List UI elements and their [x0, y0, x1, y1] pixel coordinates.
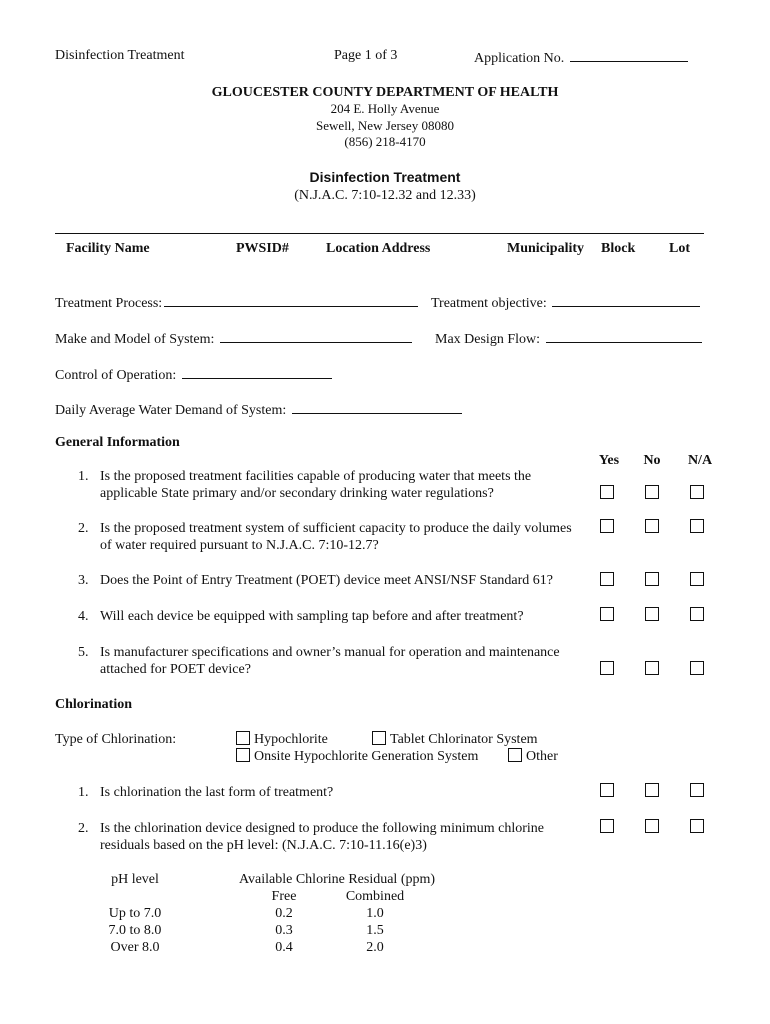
general-q4-no-checkbox[interactable]	[645, 607, 659, 621]
form-citation: (N.J.A.C. 7:10-12.32 and 12.33)	[294, 188, 476, 203]
general-q2-number: 2.	[78, 521, 89, 536]
daily-demand-label: Daily Average Water Demand of System:	[55, 403, 287, 418]
hypochlorite-label: Hypochlorite	[254, 732, 328, 747]
daily-demand-field[interactable]	[292, 399, 462, 414]
chlorination-q2-number: 2.	[78, 821, 89, 836]
onsite-generation-checkbox[interactable]	[236, 748, 250, 762]
ph-row-1: Up to 7.0	[108, 906, 162, 921]
general-q2-line1: Is the proposed treatment system of sufficient capacity to produce the daily volumes	[100, 521, 572, 536]
combined-row-2: 1.5	[366, 923, 384, 938]
combined-header: Combined	[345, 889, 405, 904]
max-design-flow-field[interactable]	[546, 328, 702, 343]
general-q1-no-checkbox[interactable]	[645, 485, 659, 499]
chlorination-type-label: Type of Chlorination:	[55, 732, 177, 747]
no-header: No	[643, 453, 661, 468]
general-q5-line1: Is manufacturer specifications and owner’s manual for operation and maintenance	[100, 645, 560, 660]
free-row-2: 0.3	[275, 923, 293, 938]
tablet-chlorinator-checkbox[interactable]	[372, 731, 386, 745]
make-model-row	[55, 328, 412, 348]
chlorination-q1-na-checkbox[interactable]	[690, 783, 704, 797]
free-row-1: 0.2	[275, 906, 293, 921]
header-left: Disinfection Treatment	[55, 48, 185, 63]
general-q1-yes-checkbox[interactable]	[600, 485, 614, 499]
general-q3-na-checkbox[interactable]	[690, 572, 704, 586]
free-header: Free	[271, 889, 297, 904]
treatment-process-row	[55, 292, 418, 312]
treatment-process-field[interactable]	[164, 292, 418, 307]
agency-phone: (856) 218-4170	[344, 134, 426, 149]
chlorination-q1-number: 1.	[78, 785, 89, 800]
general-q1-line1: Is the proposed treatment facilities capable of producing water that meets the	[100, 469, 532, 484]
general-q3-no-checkbox[interactable]	[645, 572, 659, 586]
lot-header: Lot	[669, 241, 690, 256]
municipality-header: Municipality	[507, 241, 585, 256]
combined-row-3: 2.0	[366, 940, 384, 955]
general-q1-line2: applicable State primary and/or secondary drinking water regulations?	[100, 486, 494, 501]
application-number	[474, 47, 688, 67]
onsite-generation-label: Onsite Hypochlorite Generation System	[254, 749, 479, 764]
ph-row-2: 7.0 to 8.0	[108, 923, 162, 938]
max-design-flow-row	[435, 328, 702, 348]
general-q4-number: 4.	[78, 609, 89, 624]
treatment-objective-field[interactable]	[552, 292, 700, 307]
agency-street: 204 E. Holly Avenue	[330, 101, 440, 116]
general-q5-number: 5.	[78, 645, 89, 660]
free-row-3: 0.4	[275, 940, 293, 955]
general-information-heading: General Information	[55, 435, 180, 450]
hypochlorite-option	[236, 731, 328, 748]
chlorination-q1-line1: Is chlorination the last form of treatment?	[100, 785, 334, 800]
general-q2-na-checkbox[interactable]	[690, 519, 704, 533]
general-q3-line1: Does the Point of Entry Treatment (POET) device meet ANSI/NSF Standard 61?	[100, 573, 553, 588]
general-q5-line2: attached for POET device?	[100, 662, 251, 677]
onsite-generation-option	[236, 748, 478, 765]
general-q2-line2: of water required pursuant to N.J.A.C. 7:10-12.7?	[100, 538, 379, 553]
general-q5-na-checkbox[interactable]	[690, 661, 704, 675]
general-q1-na-checkbox[interactable]	[690, 485, 704, 499]
make-model-field[interactable]	[220, 328, 412, 343]
make-model-label: Make and Model of System:	[55, 332, 215, 347]
form-title: Disinfection Treatment	[309, 169, 461, 185]
general-q3-number: 3.	[78, 573, 89, 588]
yes-header: Yes	[598, 453, 620, 468]
general-q2-yes-checkbox[interactable]	[600, 519, 614, 533]
facility-rule	[55, 233, 704, 234]
general-q4-na-checkbox[interactable]	[690, 607, 704, 621]
agency-name: GLOUCESTER COUNTY DEPARTMENT OF HEALTH	[211, 85, 559, 100]
general-q5-no-checkbox[interactable]	[645, 661, 659, 675]
chlorination-heading: Chlorination	[55, 697, 133, 712]
location-address-header: Location Address	[326, 241, 431, 256]
chlorination-q2-yes-checkbox[interactable]	[600, 819, 614, 833]
general-q5-yes-checkbox[interactable]	[600, 661, 614, 675]
application-number-field[interactable]	[570, 47, 688, 62]
control-operation-row	[55, 364, 332, 384]
chlorination-q2-line2: residuals based on the pH level: (N.J.A.C. 7:10-11.16(e)3)	[100, 838, 427, 853]
tablet-chlorinator-label: Tablet Chlorinator System	[390, 732, 538, 747]
tablet-chlorinator-option	[372, 731, 538, 748]
hypochlorite-checkbox[interactable]	[236, 731, 250, 745]
chlorination-q1-no-checkbox[interactable]	[645, 783, 659, 797]
other-checkbox[interactable]	[508, 748, 522, 762]
other-label: Other	[526, 749, 558, 764]
chlorination-q2-na-checkbox[interactable]	[690, 819, 704, 833]
combined-row-1: 1.0	[366, 906, 384, 921]
other-option	[508, 748, 558, 765]
general-q2-no-checkbox[interactable]	[645, 519, 659, 533]
treatment-objective-row	[431, 292, 700, 312]
control-operation-field[interactable]	[182, 364, 332, 379]
chlorination-q2-line1: Is the chlorination device designed to produce the following minimum chlorine	[100, 821, 545, 836]
na-header: N/A	[687, 453, 713, 468]
treatment-process-label: Treatment Process:	[55, 296, 163, 311]
residual-header: Available Chlorine Residual (ppm)	[238, 872, 436, 887]
ph-level-header: pH level	[111, 872, 159, 887]
max-design-flow-label: Max Design Flow:	[435, 332, 540, 347]
pwsid-header: PWSID#	[236, 241, 289, 256]
general-q3-yes-checkbox[interactable]	[600, 572, 614, 586]
general-q4-line1: Will each device be equipped with sampling tap before and after treatment?	[100, 609, 524, 624]
application-label: Application No.	[474, 51, 565, 66]
chlorination-q1-yes-checkbox[interactable]	[600, 783, 614, 797]
page-number: Page 1 of 3	[334, 48, 398, 63]
treatment-objective-label: Treatment objective:	[431, 296, 547, 311]
chlorination-q2-no-checkbox[interactable]	[645, 819, 659, 833]
facility-name-header: Facility Name	[66, 241, 150, 256]
agency-city: Sewell, New Jersey 08080	[316, 118, 454, 133]
control-operation-label: Control of Operation:	[55, 368, 177, 383]
daily-demand-row	[55, 399, 462, 419]
general-q1-number: 1.	[78, 469, 89, 484]
ph-row-3: Over 8.0	[110, 940, 160, 955]
general-q4-yes-checkbox[interactable]	[600, 607, 614, 621]
block-header: Block	[601, 241, 636, 256]
